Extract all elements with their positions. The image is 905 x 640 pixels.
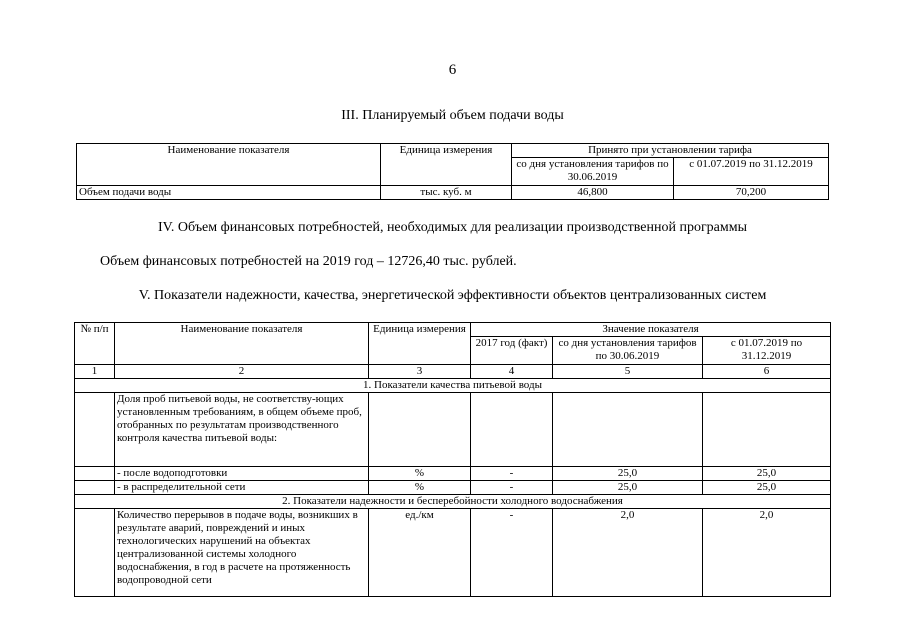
- row-fact: -: [471, 467, 553, 481]
- row-v1: 25,0: [553, 481, 703, 495]
- group2-title: 2. Показатели надежности и бесперебойности холодного водоснабжения: [75, 495, 831, 509]
- col-num-6: 6: [703, 365, 831, 379]
- table-row: [75, 481, 831, 495]
- section4-title: IV. Объем финансовых потребностей, необходимых для реализации производственной программы: [157, 220, 748, 235]
- section3-title: III. Планируемый объем подачи воды: [341, 108, 564, 123]
- row-unit: %: [369, 481, 471, 495]
- header-period1: со дня установления тарифов по 30.06.2019: [512, 158, 674, 186]
- group1-desc: Доля проб питьевой воды, не соответству-ющих установленным требованиям, в общем объеме проб, отобранных по результатам производственного контроля качества питьевой воды:: [115, 393, 369, 467]
- header-period2: с 01.07.2019 по 31.12.2019: [674, 158, 829, 186]
- col-num-1: 1: [75, 365, 115, 379]
- row-name: - в распределительной сети: [115, 481, 369, 495]
- column-numbers-row: [75, 365, 831, 379]
- row-name: Количество перерывов в подаче воды, возникших в результате аварий, повреждений и иных технологических нарушений на объектах централизованной системы холодного водоснабжения, в год в расчете на протяженность водопроводной сети: [115, 509, 369, 597]
- col-num-3: 3: [369, 365, 471, 379]
- col-num-5: 5: [553, 365, 703, 379]
- row-unit: тыс. куб. м: [381, 186, 512, 200]
- row-v2: 25,0: [703, 467, 831, 481]
- header-unit: Единица измерения: [381, 144, 512, 186]
- header-unit: Единица измерения: [369, 323, 471, 365]
- header-2017: 2017 год (факт): [471, 337, 553, 365]
- row-v2: 70,200: [674, 186, 829, 200]
- water-supply-table: [76, 143, 829, 200]
- section4-text: Объем финансовых потребностей на 2019 год – 12726,40 тыс. рублей.: [100, 254, 517, 269]
- section5-title: V. Показатели надежности, качества, энергетической эффективности объектов централизованных систем: [138, 288, 767, 303]
- table-row: [75, 393, 831, 467]
- row-v2: 2,0: [703, 509, 831, 597]
- header-name: Наименование показателя: [115, 323, 369, 365]
- header-name: Наименование показателя: [77, 144, 381, 186]
- row-unit: %: [369, 467, 471, 481]
- table-row: [77, 186, 829, 200]
- col-num-4: 4: [471, 365, 553, 379]
- header-num: № п/п: [75, 323, 115, 365]
- header-value: Значение показателя: [471, 323, 831, 337]
- row-v1: 46,800: [512, 186, 674, 200]
- row-name: Объем подачи воды: [77, 186, 381, 200]
- row-v1: 2,0: [553, 509, 703, 597]
- row-fact: -: [471, 509, 553, 597]
- row-unit: ед./км: [369, 509, 471, 597]
- indicators-table: [74, 322, 831, 597]
- group1-title: 1. Показатели качества питьевой воды: [75, 379, 831, 393]
- header-period2: с 01.07.2019 по 31.12.2019: [703, 337, 831, 365]
- table-row: [75, 467, 831, 481]
- row-fact: -: [471, 481, 553, 495]
- table-row: [75, 509, 831, 597]
- header-period1: со дня установления тарифов по 30.06.2019: [553, 337, 703, 365]
- page-number: 6: [448, 62, 457, 78]
- row-v1: 25,0: [553, 467, 703, 481]
- row-name: - после водоподготовки: [115, 467, 369, 481]
- row-v2: 25,0: [703, 481, 831, 495]
- col-num-2: 2: [115, 365, 369, 379]
- header-accepted: Принято при установлении тарифа: [512, 144, 829, 158]
